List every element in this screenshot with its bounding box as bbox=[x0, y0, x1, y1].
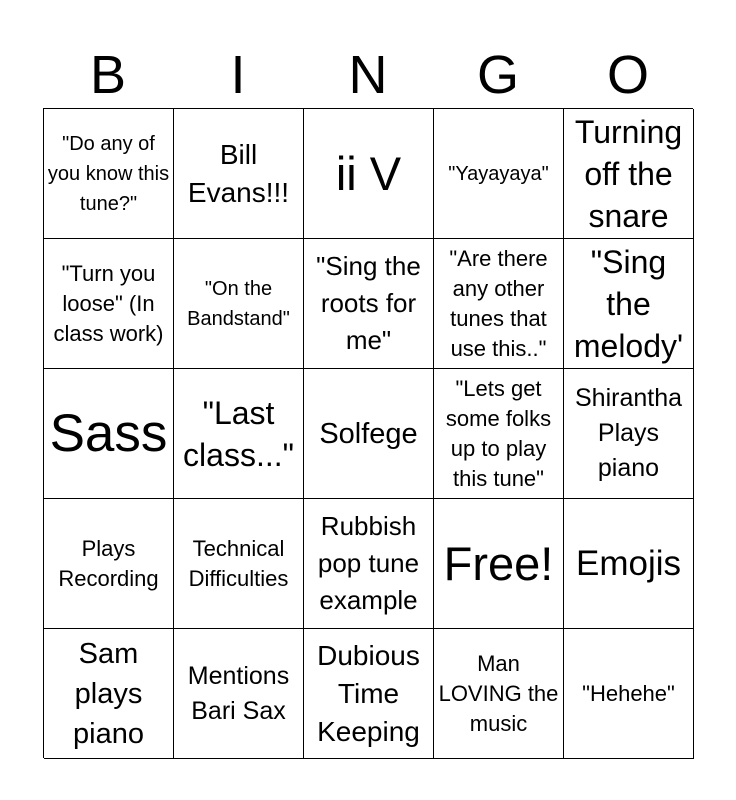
bingo-cell[interactable] bbox=[564, 499, 694, 629]
cell-text: Free! bbox=[443, 536, 554, 590]
cell-text: "Are there any other tunes that use this.." bbox=[449, 245, 548, 361]
cell-text: "Sing the roots for me" bbox=[316, 251, 421, 355]
cell-text: "Hehehe" bbox=[582, 680, 675, 706]
bingo-cell[interactable] bbox=[304, 499, 434, 629]
cell-text: Rubbish pop tune example bbox=[317, 511, 420, 615]
header-letter-i: I bbox=[230, 45, 246, 105]
cell-text: Technical Difficulties bbox=[188, 535, 289, 591]
cell-text: Turning off the snare bbox=[574, 113, 683, 234]
cell-text: "Lets get some folks up to play this tune" bbox=[445, 375, 552, 491]
header-letter-n: N bbox=[348, 45, 388, 105]
cell-text: "Do any of you know this tune?" bbox=[47, 132, 170, 215]
cell-text: Solfege bbox=[319, 417, 418, 450]
bingo-cell[interactable] bbox=[44, 369, 174, 499]
bingo-cell[interactable] bbox=[434, 369, 564, 499]
header-letter-g: G bbox=[476, 45, 519, 105]
cell-text: Emojis bbox=[575, 543, 682, 583]
cell-text: ii V bbox=[335, 146, 402, 200]
cell-text: Bill Evans!!! bbox=[187, 138, 290, 208]
bingo-cell[interactable] bbox=[564, 239, 694, 369]
cell-text: Man LOVING the music bbox=[438, 650, 559, 736]
cell-text: Sass bbox=[49, 403, 168, 463]
cell-text: Dubious Time Keeping bbox=[317, 639, 420, 747]
bingo-cell[interactable] bbox=[174, 629, 304, 759]
bingo-cell[interactable] bbox=[44, 109, 174, 239]
bingo-cell[interactable] bbox=[434, 629, 564, 759]
bingo-cell[interactable] bbox=[304, 109, 434, 239]
bingo-cell[interactable] bbox=[304, 239, 434, 369]
bingo-cell[interactable] bbox=[564, 629, 694, 759]
bingo-cell[interactable] bbox=[174, 109, 304, 239]
header-letter-o: O bbox=[606, 45, 649, 105]
bingo-board bbox=[43, 108, 693, 758]
bingo-cell[interactable] bbox=[44, 499, 174, 629]
bingo-cell[interactable] bbox=[174, 499, 304, 629]
bingo-cell[interactable] bbox=[434, 239, 564, 369]
cell-text: Sam plays piano bbox=[73, 637, 144, 750]
bingo-cell[interactable] bbox=[304, 369, 434, 499]
bingo-cell[interactable] bbox=[174, 239, 304, 369]
bingo-cell[interactable] bbox=[564, 369, 694, 499]
cell-text: "Last class..." bbox=[183, 394, 294, 473]
bingo-cell[interactable] bbox=[44, 629, 174, 759]
cell-text: "On the Bandstand" bbox=[187, 277, 290, 330]
bingo-cell[interactable] bbox=[174, 369, 304, 499]
bingo-cell[interactable] bbox=[44, 239, 174, 369]
bingo-header bbox=[43, 42, 693, 108]
bingo-cell[interactable] bbox=[304, 629, 434, 759]
bingo-cell[interactable] bbox=[434, 499, 564, 629]
bingo-cell[interactable] bbox=[564, 109, 694, 239]
cell-text: "Yayayaya" bbox=[448, 162, 549, 185]
cell-text: "Turn you loose" (In class work) bbox=[53, 260, 164, 346]
cell-text: "Sing the melody' bbox=[573, 243, 684, 364]
cell-text: Mentions Bari Sax bbox=[187, 661, 290, 725]
header-letter-b: B bbox=[89, 45, 127, 105]
cell-text: Shirantha Plays piano bbox=[574, 384, 683, 482]
bingo-cell[interactable] bbox=[434, 109, 564, 239]
cell-text: Plays Recording bbox=[58, 535, 159, 591]
